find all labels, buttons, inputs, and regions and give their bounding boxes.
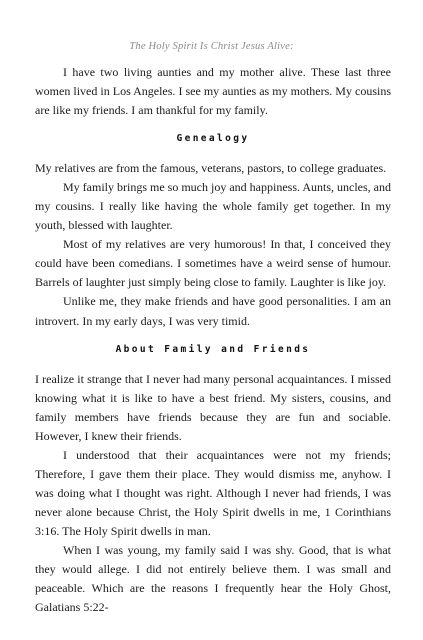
- paragraph: My family brings me so much joy and happiness. Aunts, uncles, and my cousins. I really like having the whole family get together. In my youth, blessed with laughter.: [35, 180, 391, 233]
- paragraph: My relatives are from the famous, veterans, pastors, to college graduates.: [35, 161, 387, 176]
- running-header: The Holy Spirit Is Christ Jesus Alive:: [129, 41, 294, 52]
- intro-paragraph: I have two living aunties and my mother alive. These last three women lived in Los Angeles. I see my aunties as my mothers. My cousins are like my friends. I am thankful for my family.: [35, 65, 391, 118]
- paragraph: Most of my relatives are very humorous! In that, I conceived they could have been comedians. I sometimes have a weird sense of humour. Barrels of laughter just simply being close to family. Laughter is like joy.: [35, 237, 391, 290]
- paragraph: I realize it strange that I never had many personal acquaintances. I missed knowing what it is like to have a best friend. My sisters, cousins, and family members have friends because they are fun and sociable. However, I knew their friends.: [35, 371, 391, 443]
- paragraph: Unlike me, they make friends and have good personalities. I am an introvert. In my early days, I was very timid.: [35, 294, 391, 328]
- section-heading-family-friends: About Family and Friends: [115, 343, 311, 355]
- paragraph: When I was young, my family said I was shy. Good, that is what they would allege. I did not entirely believe them. I was small and peaceable. Which are the reasons I frequently hear the Holy Ghost, Galatians 5:22-: [35, 542, 391, 615]
- section-heading-genealogy: Genealogy: [176, 133, 250, 145]
- paragraph: I understood that their acquaintances were not my friends; Therefore, I gave them their place. They would dismiss me, anyhow. I was doing what I thought was right. Although I never had friends, I was never alone because Christ, the Holy Spirit dwells in me, 1 Corinthians 3:16. The Holy Spirit dwells in man.: [35, 447, 391, 538]
- page-body: [35, 63, 391, 617]
